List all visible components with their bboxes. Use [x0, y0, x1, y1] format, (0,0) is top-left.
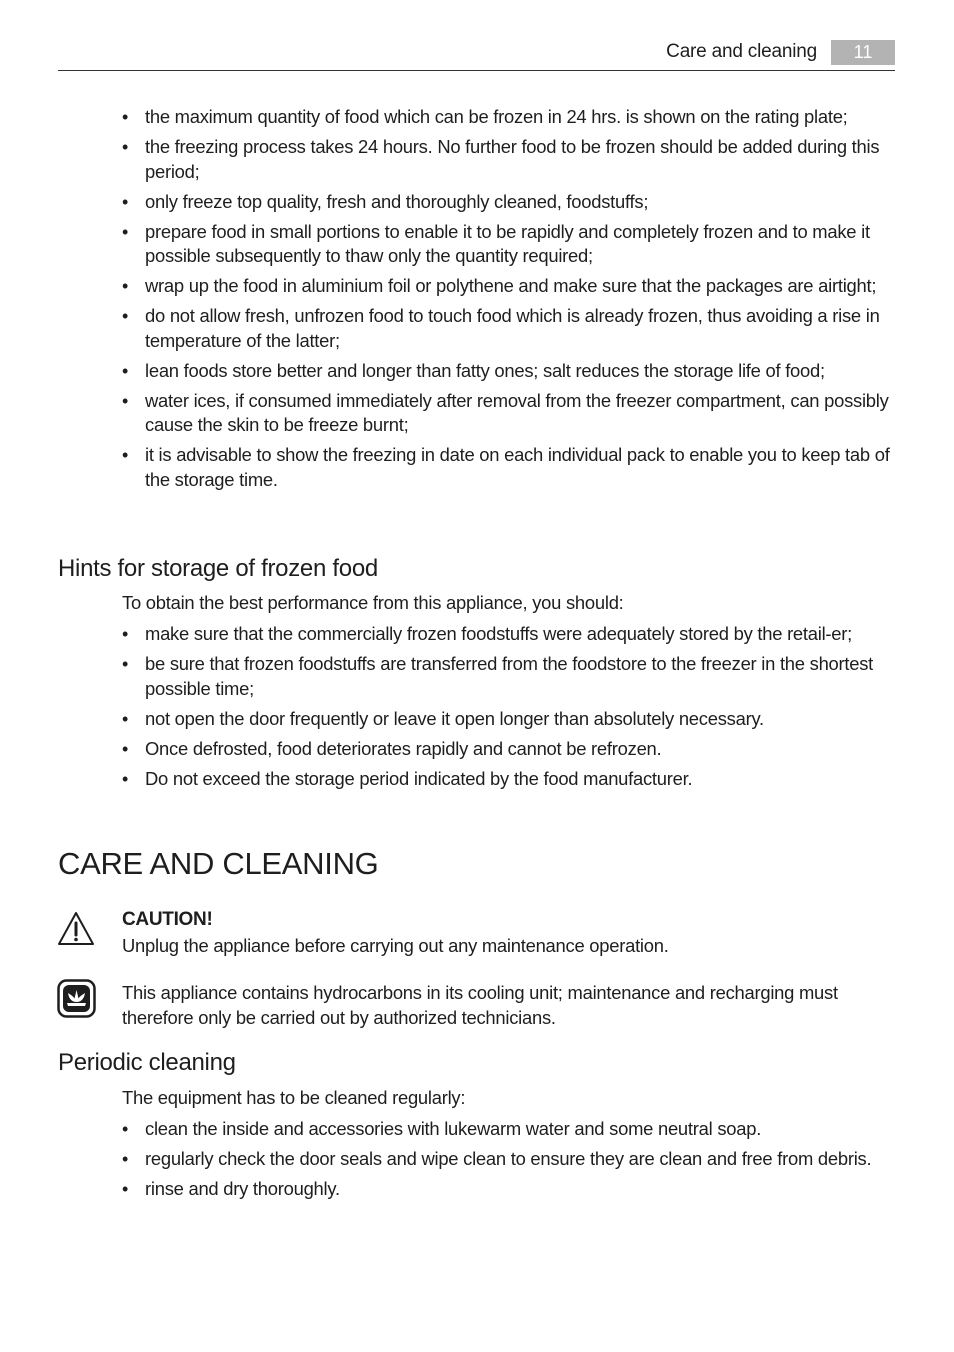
list-item: • prepare food in small portions to enable it to be rapidly and completely frozen and to make it possible subsequently to thaw only the quantity required;: [122, 220, 897, 269]
list-item: • lean foods store better and longer than fatty ones; salt reduces the storage life of food;: [122, 359, 897, 384]
freezing-tips-list: [122, 105, 897, 498]
care-heading: CARE AND CLEANING: [58, 846, 379, 881]
list-item: • wrap up the food in aluminium foil or polythene and make sure that the packages are airtight;: [122, 274, 897, 299]
list-item: • make sure that the commercially frozen foodstuffs were adequately stored by the retail-er;: [122, 622, 897, 647]
environment-info-icon: [57, 979, 96, 1023]
periodic-intro: The equipment has to be cleaned regularly:: [122, 1087, 466, 1108]
list-item: • water ices, if consumed immediately after removal from the freezer compartment, can possibly cause the skin to be freeze burnt;: [122, 389, 897, 438]
hints-list: [122, 622, 897, 797]
list-item: • clean the inside and accessories with lukewarm water and some neutral soap.: [122, 1117, 897, 1142]
list-item: • be sure that frozen foodstuffs are transferred from the foodstore to the freezer in the shortest possible time;: [122, 652, 897, 701]
list-item: • not open the door frequently or leave it open longer than absolutely necessary.: [122, 707, 897, 732]
page-number: 11: [831, 40, 895, 65]
header-rule: [58, 70, 895, 71]
list-item: • the maximum quantity of food which can be frozen in 24 hrs. is shown on the rating plate;: [122, 105, 897, 130]
list-item: • rinse and dry thoroughly.: [122, 1177, 897, 1202]
periodic-heading: Periodic cleaning: [58, 1049, 236, 1076]
list-item: • the freezing process takes 24 hours. No further food to be frozen should be added during this period;: [122, 135, 897, 184]
list-item: • it is advisable to show the freezing in date on each individual pack to enable you to keep tab of the storage time.: [122, 443, 897, 492]
environment-text: This appliance contains hydrocarbons in its cooling unit; maintenance and recharging must therefore only be carried out by authorized technicians.: [122, 982, 838, 1028]
list-item: • do not allow fresh, unfrozen food to touch food which is already frozen, thus avoiding a rise in temperature of the latter;: [122, 304, 897, 353]
caution-text: Unplug the appliance before carrying out any maintenance operation.: [122, 935, 669, 956]
hints-intro: To obtain the best performance from this appliance, you should:: [122, 592, 624, 613]
header-title: Care and cleaning: [666, 41, 817, 62]
caution-title: CAUTION!: [122, 909, 213, 930]
page-header: [58, 38, 895, 72]
list-item: • regularly check the door seals and wipe clean to ensure they are clean and free from debris.: [122, 1147, 897, 1172]
list-item: • Do not exceed the storage period indicated by the food manufacturer.: [122, 767, 897, 792]
warning-triangle-icon: [57, 911, 95, 952]
periodic-list: [122, 1117, 897, 1207]
hints-heading: Hints for storage of frozen food: [58, 555, 378, 582]
list-item: • Once defrosted, food deteriorates rapidly and cannot be refrozen.: [122, 737, 897, 762]
list-item: • only freeze top quality, fresh and thoroughly cleaned, foodstuffs;: [122, 190, 897, 215]
